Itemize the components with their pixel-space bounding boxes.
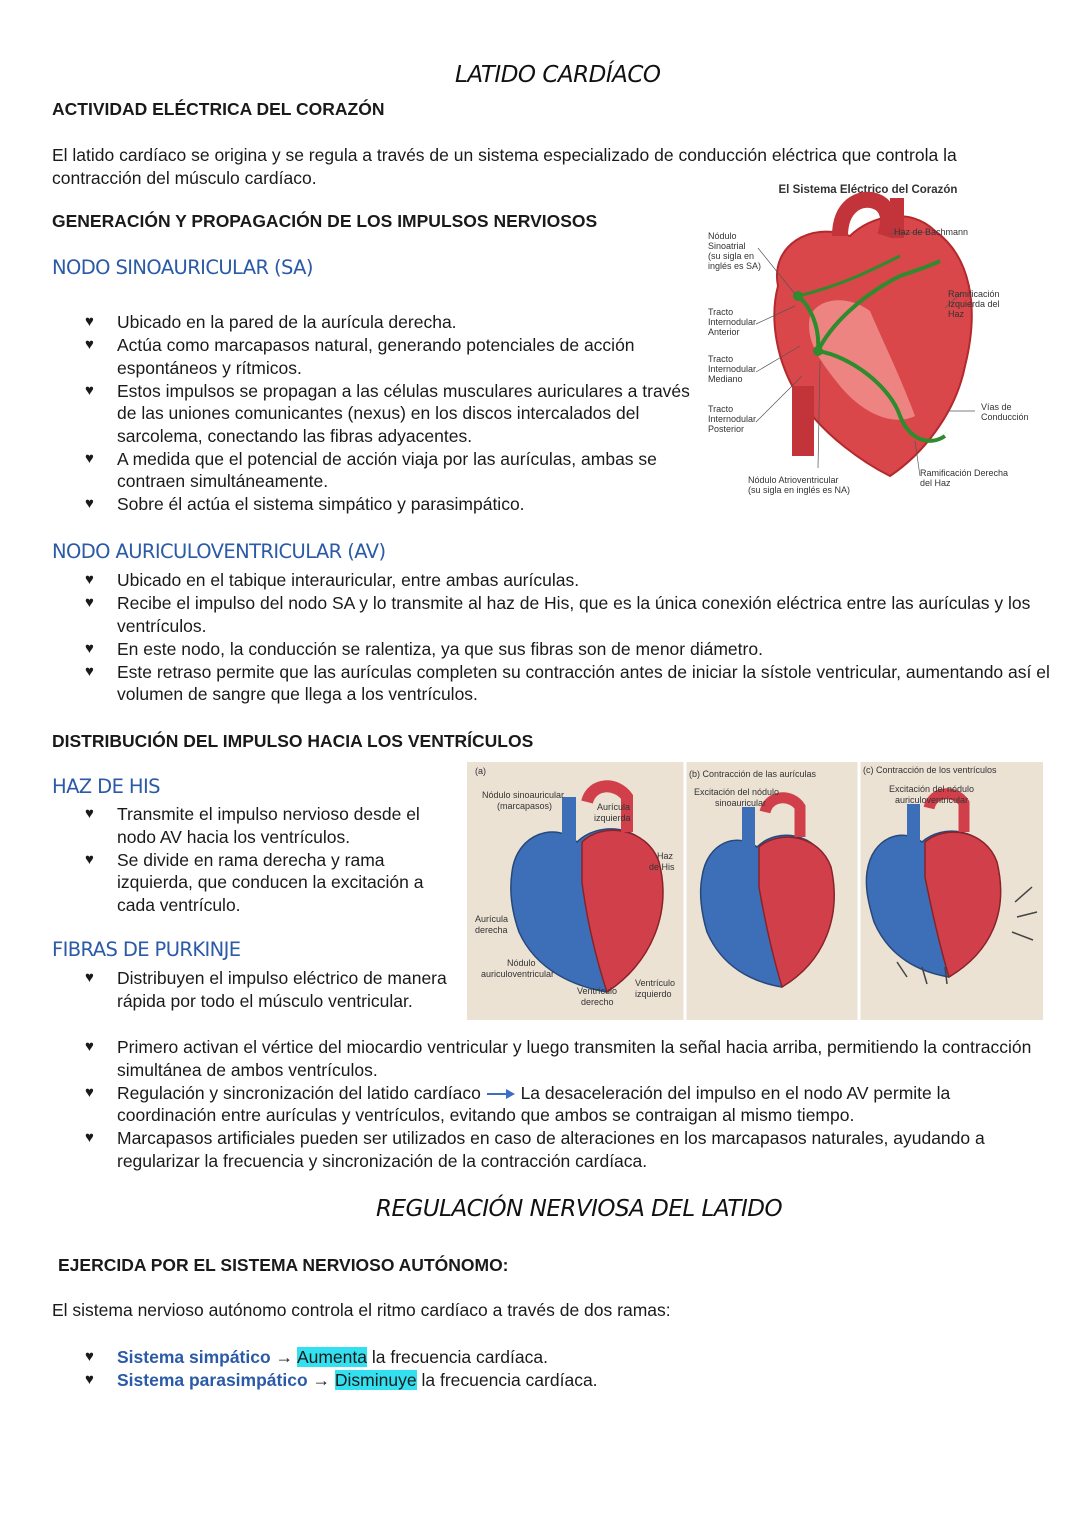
heart-bullet-icon: ♥ (85, 571, 94, 588)
panel-a-tag: (a) (475, 766, 486, 776)
list-item: ♥ Transmite el impulso nervioso desde el nodo AV hacia los ventrículos. (85, 804, 420, 847)
list-item: ♥ Sistema simpático → Aumenta la frecuencia cardíaca. (85, 1347, 548, 1367)
label-right-branch: Ramificación Derecha (920, 468, 1009, 478)
sa-node-heading: NODO SINOAURICULAR (SA) (52, 256, 313, 279)
heart-bullet-icon: ♥ (85, 313, 94, 330)
increase-highlight: Aumenta (296, 1347, 367, 1367)
label-anterior: Tracto (708, 307, 734, 317)
purkinje-list (52, 1036, 1042, 1173)
svg-text:de His: de His (649, 862, 675, 872)
label-vias: Vías de (981, 402, 1012, 412)
heart-electrical-system-figure (700, 176, 1035, 502)
svg-text:auriculoventricular: auriculoventricular (481, 969, 555, 979)
svg-text:Haz: Haz (657, 851, 674, 861)
list-item: ♥ Sobre él actúa el sistema simpático y parasimpático. (85, 494, 525, 514)
sa-node-dot (793, 291, 803, 301)
heart-bullet-icon: ♥ (85, 969, 94, 986)
svg-text:auriculoventricular: auriculoventricular (895, 795, 969, 805)
svg-text:Ventrículo: Ventrículo (635, 978, 676, 988)
svg-text:derecho: derecho (581, 997, 614, 1007)
page-title: LATIDO CARDÍACO (455, 62, 661, 88)
svg-text:Mediano: Mediano (708, 374, 743, 384)
right-arrow-icon (486, 1088, 516, 1100)
svg-text:inglés es SA): inglés es SA) (708, 261, 762, 271)
his-list (52, 803, 447, 917)
list-item: ♥ Ubicado en la pared de la aurícula derecha. (85, 312, 457, 332)
heart-bullet-icon: ♥ (85, 1083, 94, 1101)
list-item: ♥ Sistema parasimpático → Disminuye la frecuencia cardíaca. (85, 1370, 598, 1390)
list-item: ♥ Ubicado en el tabique interauricular, entre ambas aurículas. (85, 570, 580, 590)
heart-bullet-icon: ♥ (85, 1038, 94, 1055)
list-item: ♥ A medida que el potencial de acción viaja por las aurículas, ambas se contraen simultáneamente. (85, 448, 657, 491)
svg-text:(su sigla en inglés es NA): (su sigla en inglés es NA) (748, 485, 851, 495)
purkinje-list-top (52, 967, 462, 1013)
label-posterior: Tracto (708, 404, 734, 414)
svg-text:(su sigla en: (su sigla en (708, 251, 755, 261)
intro-paragraph: El latido cardíaco se origina y se regula a través de un sistema especializado de conducción eléctrica que controla la contracción del músculo cardíaco. (52, 145, 957, 188)
his-heading: HAZ DE HIS (52, 775, 160, 798)
list-item: ♥ Distribuyen el impulso eléctrico de manera rápida por todo el músculo ventricular. (85, 968, 447, 1011)
label-av: Nódulo Atrioventricular (748, 475, 839, 485)
svg-text:Internodular: Internodular (708, 364, 757, 374)
svg-text:Aurícula: Aurícula (475, 914, 509, 924)
heart-bullet-icon: ♥ (85, 1348, 94, 1365)
svg-text:(marcapasos): (marcapasos) (497, 801, 553, 811)
section-heading-electrical-activity: ACTIVIDAD ELÉCTRICA DEL CORAZÓN (52, 99, 385, 119)
autonomic-list (52, 1346, 1042, 1392)
list-item: ♥ Actúa como marcapasos natural, generando potenciales de acción espontáneos y rítmicos. (85, 335, 635, 378)
heart-bullet-icon: ♥ (85, 449, 94, 467)
svg-text:Excitación del nódulo: Excitación del nódulo (694, 787, 780, 797)
label-left-branch: Ramificación (948, 289, 1000, 299)
section-heading-generation: GENERACIÓN Y PROPAGACIÓN DE LOS IMPULSOS NERVIOSOS (52, 211, 598, 231)
figure1-title: El Sistema Eléctrico del Corazón (778, 184, 958, 196)
heart-bullet-icon: ♥ (85, 495, 94, 512)
label-medio: Tracto (708, 354, 734, 364)
list-item: ♥ Recibe el impulso del nodo SA y lo transmite al haz de His, que es la única conexión eléctrica entre las aurículas y los ventrículos. (85, 593, 1031, 636)
label-sa: Nódulo (708, 231, 737, 241)
label-bachmann: Haz de Bachmann (894, 227, 969, 237)
svg-text:Aurícula: Aurícula (597, 802, 631, 812)
heart-bullet-icon: ♥ (85, 381, 94, 399)
list-item: ♥ Regulación y sincronización del latido cardíaco La desaceleración del impulso en el nodo AV permite la coordinación entre aurículas y ventrículos, evitando que ambos se contraigan al mismo tiempo. (85, 1082, 951, 1125)
list-item: ♥ Este retraso permite que las aurículas completen su contracción antes de iniciar la sístole ventricular, aumentando así el volumen de sangre que llega a los ventrículos. (85, 661, 1050, 704)
svg-text:Internodular: Internodular (708, 317, 757, 327)
svg-text:Anterior: Anterior (708, 327, 740, 337)
heart-bullet-icon: ♥ (85, 639, 94, 657)
heart-bullet-icon: ♥ (85, 1371, 94, 1388)
sa-node-list (52, 311, 692, 516)
list-item: ♥ Se divide en rama derecha y rama izquierda, que conducen la excitación a cada ventrículo. (85, 849, 424, 915)
svg-text:Conducción: Conducción (981, 412, 1029, 422)
svg-text:Haz: Haz (948, 309, 965, 319)
heart-bullet-icon: ♥ (85, 336, 94, 353)
heart-bullet-icon: ♥ (85, 805, 94, 822)
heart-bullet-icon: ♥ (85, 1129, 94, 1146)
heart-bullet-icon: ♥ (85, 850, 94, 868)
heart-bullet-icon: ♥ (85, 594, 94, 611)
vena-cava-shape (792, 386, 814, 456)
panel-c-tag: (c) Contracción de los ventrículos (863, 765, 997, 775)
list-item: ♥ Marcapasos artificiales pueden ser utilizados en caso de alteraciones en los marcapasos naturales, ayudando a regularizar la frecuencia y sincronización de la contracción cardíaca. (85, 1128, 985, 1171)
decrease-highlight: Disminuye (334, 1370, 417, 1390)
svg-text:Izquierda del: Izquierda del (948, 299, 1000, 309)
svg-text:izquierda: izquierda (594, 813, 631, 823)
svg-text:Nódulo: Nódulo (507, 958, 536, 968)
panel-b-tag: (b) Contracción de las aurículas (689, 769, 817, 779)
svg-text:Nódulo sinoauricular: Nódulo sinoauricular (482, 790, 565, 800)
sympathetic-label: Sistema simpático (117, 1347, 271, 1367)
section-title-regulation: REGULACIÓN NERVIOSA DEL LATIDO (376, 1196, 783, 1222)
section-heading-autonomic: EJERCIDA POR EL SISTEMA NERVIOSO AUTÓNOMO: (58, 1255, 509, 1275)
autonomic-intro: El sistema nervioso autónomo controla el ritmo cardíaco a través de dos ramas: (52, 1300, 671, 1320)
svg-text:Sinoatrial: Sinoatrial (708, 241, 746, 251)
list-item: ♥ En este nodo, la conducción se ralentiza, ya que sus fibras son de menor diámetro. (85, 638, 763, 659)
heart-bullet-icon: ♥ (85, 662, 94, 680)
section-heading-distribution: DISTRIBUCIÓN DEL IMPULSO HACIA LOS VENTRÍCULOS (52, 731, 534, 751)
parasympathetic-label: Sistema parasimpático (117, 1370, 308, 1390)
list-item: ♥ Estos impulsos se propagan a las células musculares auriculares a través de las uniones comunicantes (nexus) en los discos intercalados del sarcolema, conectando las fibras adyacentes. (85, 380, 690, 446)
av-node-dot (813, 346, 823, 356)
list-item: ♥ Primero activan el vértice del miocardio ventricular y luego transmiten la señal hacia arriba, permitiendo la contracción simultánea de ambos ventrículos. (85, 1037, 1032, 1080)
svg-text:derecha: derecha (475, 925, 508, 935)
svg-text:Ventrículo: Ventrículo (577, 986, 618, 996)
svg-text:Excitación del nódulo: Excitación del nódulo (889, 784, 975, 794)
svg-text:del Haz: del Haz (920, 478, 951, 488)
av-node-list (52, 569, 1052, 706)
svg-text:Posterior: Posterior (708, 424, 745, 434)
svg-text:Internodular: Internodular (708, 414, 757, 424)
heart-contraction-figure (467, 762, 1043, 1020)
svg-text:sinoauricular: sinoauricular (715, 798, 767, 808)
svg-text:izquierdo: izquierdo (635, 989, 672, 999)
purkinje-heading: FIBRAS DE PURKINJE (52, 938, 241, 961)
av-node-heading: NODO AURICULOVENTRICULAR (AV) (52, 540, 386, 563)
